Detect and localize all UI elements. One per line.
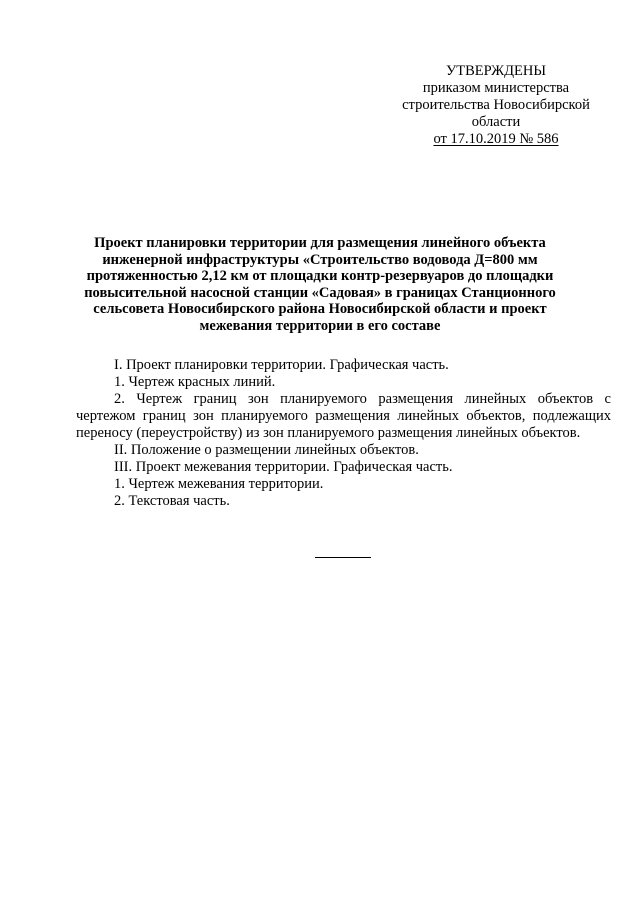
- title-line: межевания территории в его составе: [199, 317, 441, 334]
- list-item-line: 2. Чертеж границ зон планируемого размещения линейных объектов с: [114, 391, 611, 407]
- list-item: II. Положение о размещении линейных объектов.: [114, 442, 419, 458]
- document-title: [72, 235, 568, 334]
- list-item: [76, 391, 611, 442]
- approval-heading: УТВЕРЖДЕНЫ: [445, 63, 547, 79]
- title-line: сельсовета Новосибирского района Новосибирской области и проект: [93, 301, 547, 317]
- title-line: Проект планировки территории для размещения линейного объекта: [94, 235, 546, 251]
- approval-stamp: [388, 63, 604, 148]
- list-item: 2. Текстовая часть.: [114, 493, 230, 509]
- contents-list: [76, 357, 611, 510]
- list-item: I. Проект планировки территории. Графическая часть.: [114, 357, 449, 373]
- end-separator-line: [315, 557, 371, 558]
- list-item-line: переносу (переустройству) из зон планируемого размещения линейных объектов.: [76, 425, 581, 441]
- approval-line-region: области: [471, 114, 521, 130]
- title-line: повысительной насосной станции «Садовая» в границах Станционного: [84, 284, 556, 301]
- list-item: 1. Чертеж красных линий.: [114, 374, 276, 390]
- list-item: 1. Чертеж межевания территории.: [114, 476, 324, 492]
- list-item-line: чертежом границ зон планируемого размещения линейных объектов, подлежащих: [76, 408, 611, 424]
- title-line: инженерной инфраструктуры «Строительство водовода Д=800 мм: [102, 251, 538, 268]
- approval-line-construction: строительства Новосибирской: [402, 97, 590, 113]
- approval-line-ministry: приказом министерства: [422, 80, 570, 96]
- approval-order-date: от 17.10.2019 № 586: [433, 131, 559, 147]
- title-line: протяженностью 2,12 км от площадки контр-резервуаров до площадки: [86, 268, 554, 284]
- list-item: III. Проект межевания территории. Графическая часть.: [114, 459, 453, 475]
